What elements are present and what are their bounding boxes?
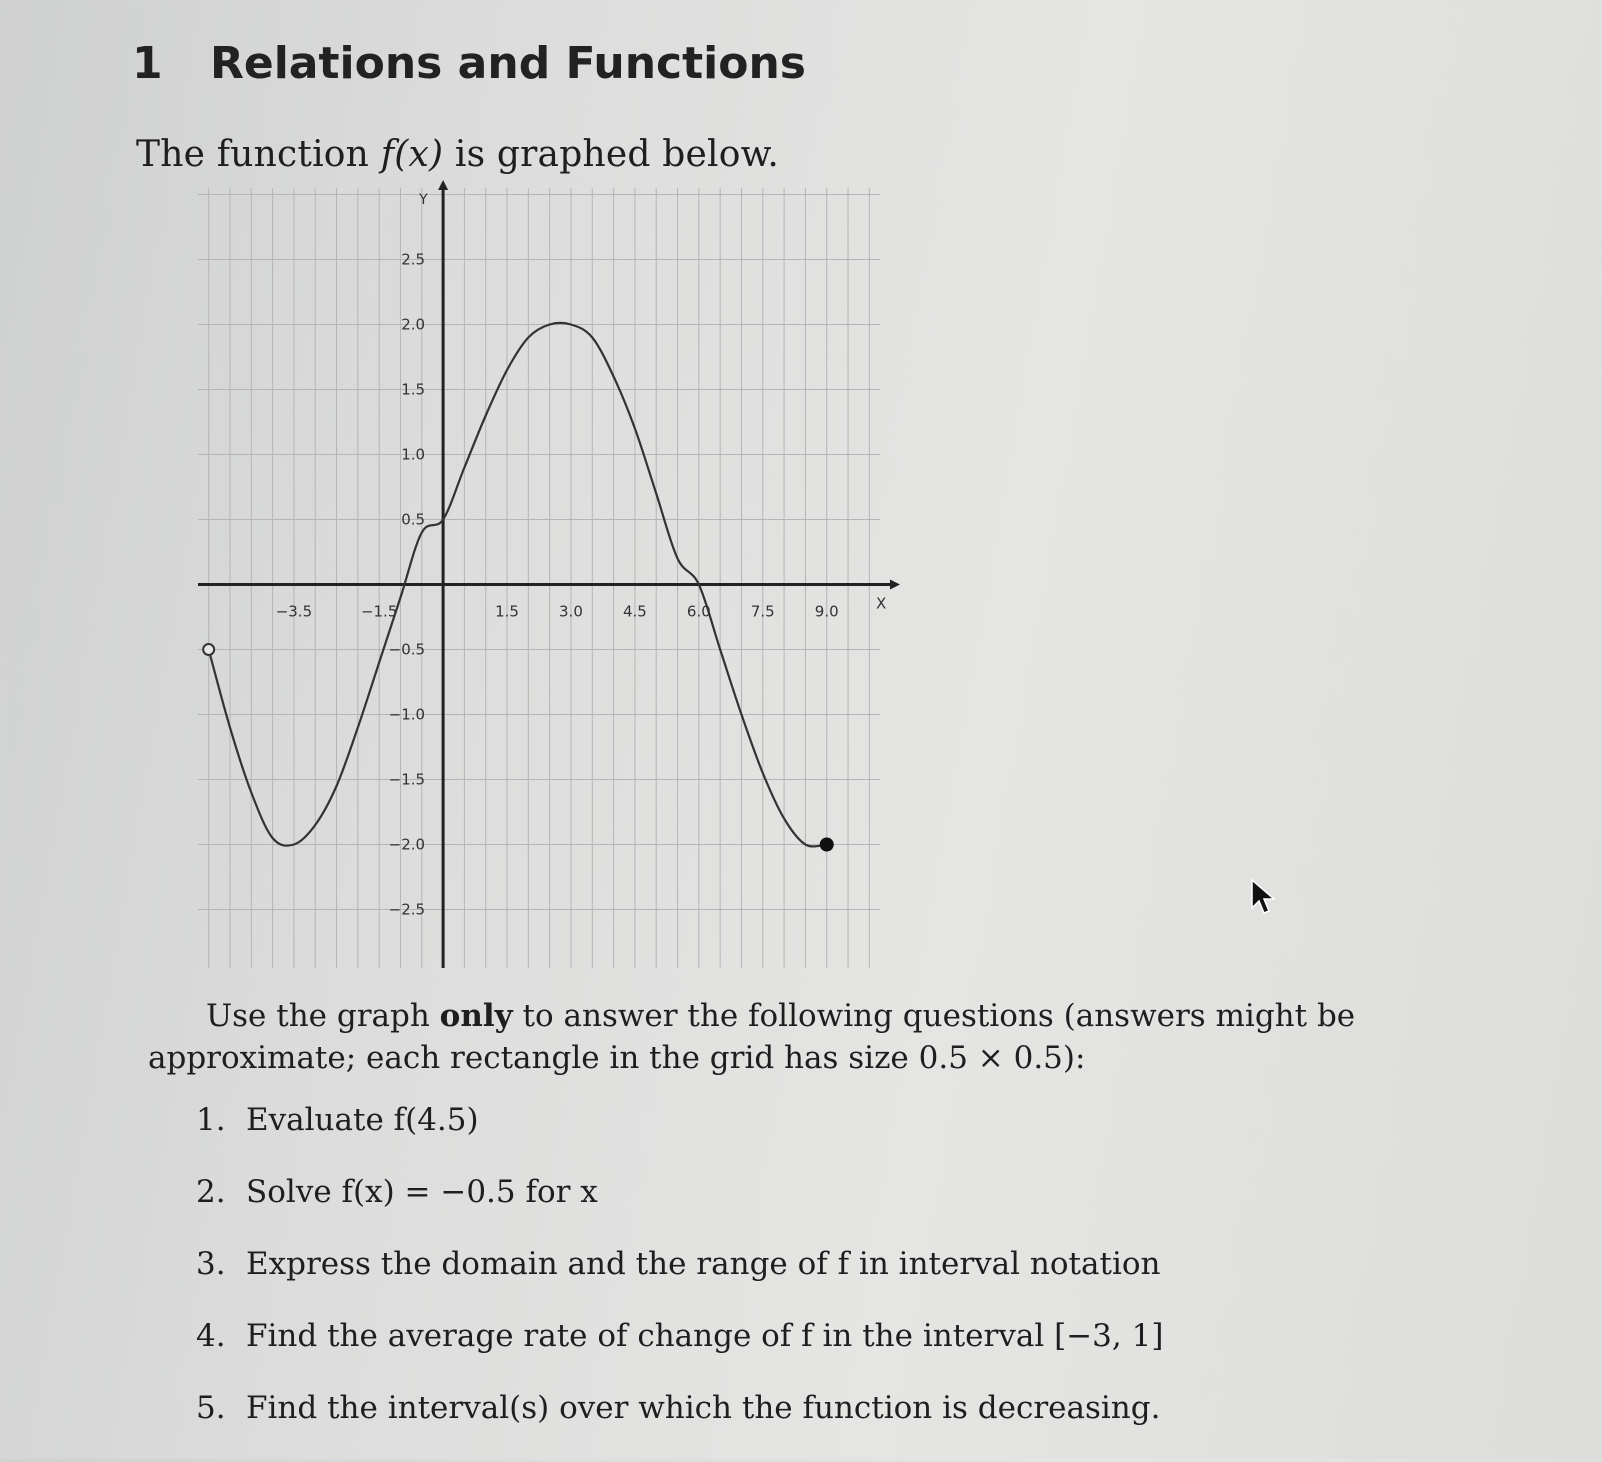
y-tick-label: 2.5	[401, 250, 426, 269]
question-text: Find the average rate of change of f in the interval [−3, 1]	[246, 1318, 1164, 1354]
x-tick-label: 6.0	[686, 602, 711, 621]
function-graph	[190, 180, 910, 980]
section-title: Relations and Functions	[210, 38, 806, 89]
x-tick-label: 9.0	[814, 602, 839, 621]
x-tick-label: 7.5	[750, 602, 775, 621]
instructions-bold: only	[439, 998, 513, 1034]
y-tick-label: −0.5	[388, 640, 426, 659]
question-text: Express the domain and the range of f in interval notation	[246, 1246, 1161, 1282]
x-tick-label: 4.5	[622, 602, 647, 621]
question-item	[196, 1174, 1163, 1246]
section-number: 1	[132, 38, 163, 89]
instructions-text	[148, 995, 1488, 1079]
question-number: 5.	[196, 1390, 226, 1426]
section-heading	[132, 38, 806, 89]
y-tick-label: 1.0	[401, 445, 426, 464]
intro-math: f(x)	[380, 134, 444, 175]
question-number: 4.	[196, 1318, 226, 1354]
mouse-pointer-icon	[1250, 878, 1276, 916]
y-tick-label: −2.0	[388, 835, 426, 854]
question-item	[196, 1390, 1163, 1462]
question-number: 3.	[196, 1246, 226, 1282]
open-endpoint	[203, 644, 214, 655]
question-item	[196, 1102, 1163, 1174]
x-tick-label: 3.0	[559, 602, 583, 621]
x-axis-arrow	[890, 580, 900, 590]
x-tick-label: −3.5	[275, 602, 313, 621]
question-text: Find the interval(s) over which the function is decreasing.	[246, 1390, 1161, 1426]
y-tick-label: 1.5	[401, 380, 426, 399]
question-item	[196, 1318, 1163, 1390]
x-tick-label: −1.5	[360, 602, 398, 621]
y-tick-label: −1.0	[388, 705, 426, 724]
y-tick-label: 0.5	[401, 510, 426, 529]
question-text: Solve f(x) = −0.5 for x	[246, 1174, 598, 1210]
intro-after: is graphed below.	[443, 134, 779, 175]
grid	[198, 188, 880, 968]
question-number: 2.	[196, 1174, 226, 1210]
y-tick-label: −2.5	[388, 900, 426, 919]
instructions-after: to answer the following questions (answers might be approximate; each rectangle in the grid has size 0.5 × 0.5):	[148, 998, 1356, 1076]
question-number: 1.	[196, 1102, 226, 1138]
instructions-before: Use the graph	[206, 998, 440, 1034]
question-item	[196, 1246, 1163, 1318]
intro-before: The function	[136, 134, 381, 175]
y-tick-label: −1.5	[388, 770, 426, 789]
axes	[198, 180, 900, 968]
x-axis-label: X	[876, 594, 887, 613]
intro-text	[136, 134, 779, 175]
question-text: Evaluate f(4.5)	[246, 1102, 479, 1138]
y-axis-label: Y	[419, 192, 428, 208]
y-axis-arrow	[438, 180, 448, 190]
closed-endpoint	[820, 838, 834, 852]
question-list	[196, 1102, 1163, 1462]
x-tick-label: 1.5	[495, 602, 519, 621]
y-tick-label: 2.0	[401, 315, 426, 334]
